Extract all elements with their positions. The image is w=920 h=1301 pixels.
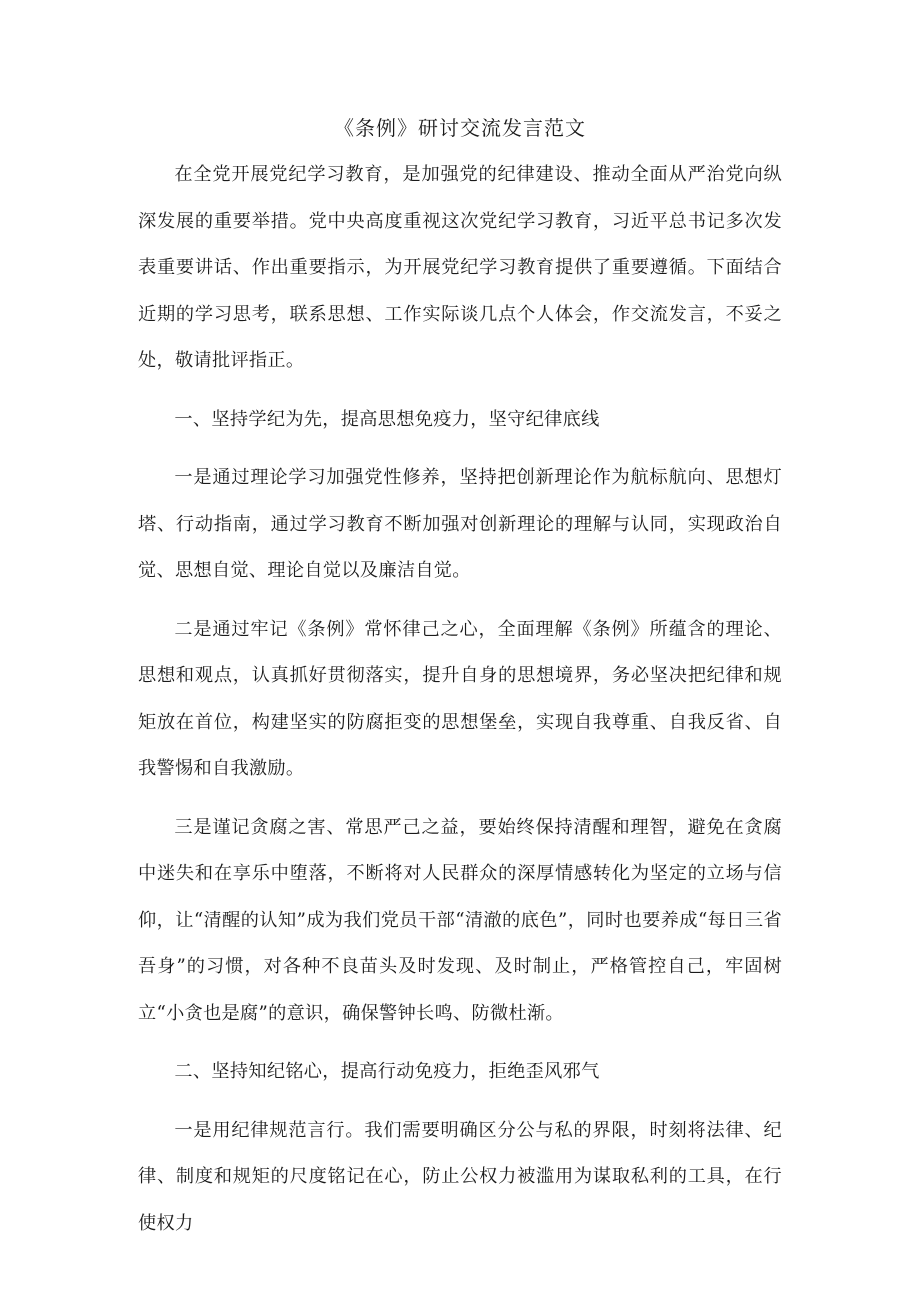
spacer — [138, 385, 782, 397]
spacer — [138, 443, 782, 455]
spacer — [138, 1037, 782, 1049]
document-body — [138, 152, 782, 1247]
section-2-heading: 二、坚持知纪铭心，提高行动免疫力，拒绝歪风邪气 — [174, 1061, 600, 1082]
spacer — [138, 1096, 782, 1108]
section-1-heading: 一、坚持学纪为先，提高思想免疫力，坚守纪律底线 — [174, 408, 600, 430]
section-1-paragraph-2: 二是通过牢记《条例》常怀律己之心，全面理解《条例》所蕴含的理论、思想和观点，认真抓好贯彻落实，提升自身的思想境界，务必坚决把纪律和规矩放在首位，构建坚实的防腐拒变的思想堡垒，实现自我尊重、自我反省、自我警惕和自我激励。 — [138, 618, 782, 779]
section-1-paragraph-1: 一是通过理论学习加强党性修养，坚持把创新理论作为航标航向、思想灯塔、行动指南，通过学习教育不断加强对创新理论的理解与认同，实现政治自觉、思想自觉、理论自觉以及廉洁自觉。 — [138, 467, 782, 581]
document-title: 《条例》研讨交流发言范文 — [334, 116, 586, 140]
spacer — [138, 793, 782, 805]
intro-paragraph: 在全党开展党纪学习教育，是加强党的纪律建设、推动全面从严治党向纵深发展的重要举措。党中央高度重视这次党纪学习教育，习近平总书记多次发表重要讲话、作出重要指示，为开展党纪学习教育提供了重要遵循。下面结合近期的学习思考，联系思想、工作实际谈几点个人体会，作交流发言，不妥之处，敬请批评指正。 — [138, 164, 782, 371]
section-1-paragraph-3: 三是谨记贪腐之害、常思严己之益，要始终保持清醒和理智，避免在贪腐中迷失和在享乐中堕落，不断将对人民群众的深厚情感转化为坚定的立场与信仰，让“清醒的认知”成为我们党员干部“清澈的底色”，同时也要养成“每日三省吾身”的习惯，对各种不良苗头及时发现、及时制止，严格管控自己，牢固树立“小贪也是腐”的意识，确保警钟长鸣、防微杜渐。 — [138, 816, 782, 1024]
spacer — [138, 595, 782, 607]
section-2-paragraph-1: 一是用纪律规范言行。我们需要明确区分公与私的界限，时刻将法律、纪律、制度和规矩的尺度铭记在心，防止公权力被滥用为谋取私利的工具，在行使权力 — [138, 1119, 782, 1234]
